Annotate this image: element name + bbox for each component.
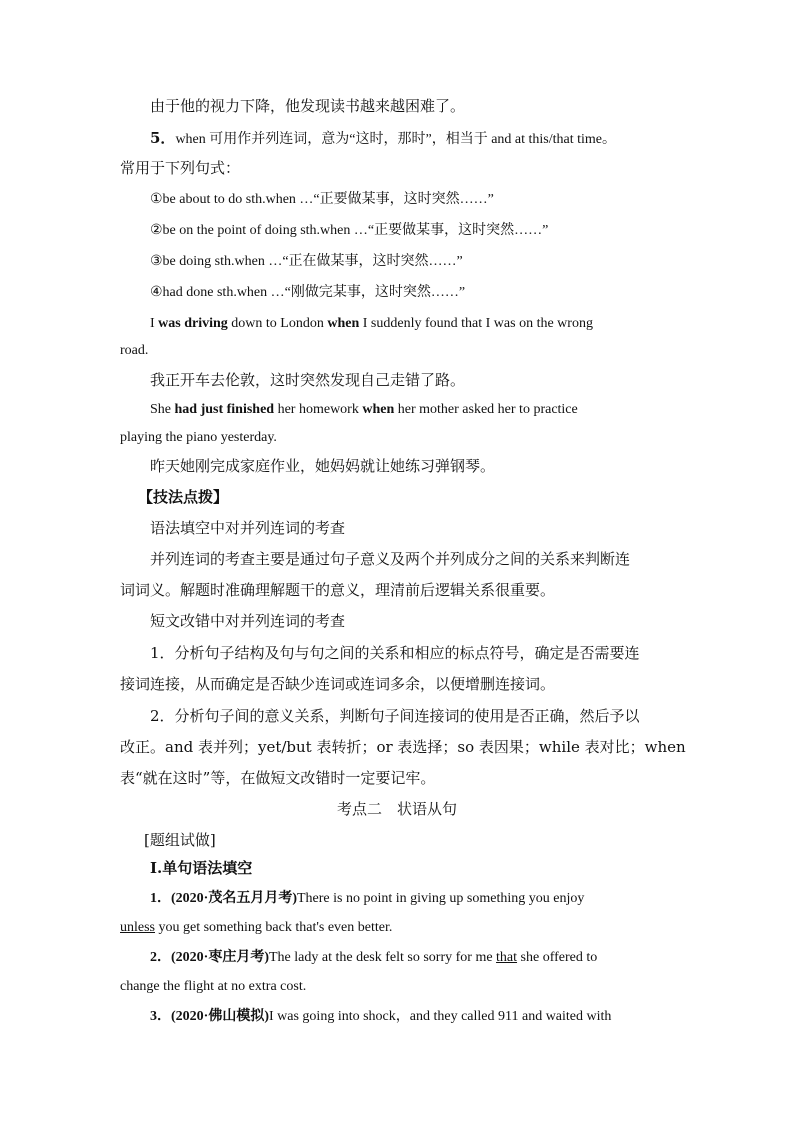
example-2-cont: playing the piano yesterday. — [120, 430, 277, 445]
tip-paragraph-1: 并列连词的考查主要是通过句子意义及两个并列成分之间的关系来判断连 — [150, 550, 631, 568]
pattern-3: ③be doing sth.when …“正在做某事，这时突然……” — [150, 254, 463, 269]
item-number: 5． — [150, 129, 176, 147]
part-1-title: Ⅰ.单句语法填空 — [150, 859, 253, 877]
section-title: 考点二 状语从句 — [336, 800, 457, 818]
tip-title: 【技法点拨】 — [138, 488, 229, 506]
example-text: She — [150, 402, 175, 417]
question-2-cont: change the flight at no extra cost. — [120, 979, 307, 994]
example-text: her mother asked her to practice — [394, 402, 578, 417]
tip-paragraph-2-cont: 接词连接，从而确定是否缺少连词或连词多余，以便增删连接词。 — [120, 675, 556, 693]
example-text: down to London — [227, 316, 328, 331]
example-text: I — [150, 316, 159, 331]
example-2 — [150, 400, 578, 420]
example-bold: was driving — [158, 316, 228, 331]
example-bold: when — [327, 316, 360, 331]
question-text: you get something back that's even better. — [155, 920, 393, 935]
pattern-4: ④had done sth.when …“刚做完某事，这时突然……” — [150, 285, 466, 300]
point-5-text: when 可用作并列连词，意为“这时，那时”，相当于 and at this/that time。 — [175, 132, 616, 147]
example-1-cont: road. — [120, 343, 149, 358]
tip-paragraph-3-end: 表“就在这时”等，在做短文改错时一定要记牢。 — [120, 769, 436, 787]
point-5 — [150, 128, 616, 150]
paragraph-line: 常用于下列句式： — [120, 159, 241, 177]
example-1-translation: 我正开车去伦敦，这时突然发现自己走错了路。 — [150, 371, 466, 389]
paragraph-line: 由于他的视力下降，他发现读书越来越困难了。 — [150, 97, 466, 115]
drill-label: [题组试做] — [144, 831, 216, 849]
question-3 — [150, 1007, 611, 1027]
question-1 — [150, 889, 584, 909]
answer-blank: that — [496, 950, 518, 965]
question-source: (2020·佛山模拟) — [171, 1009, 269, 1024]
question-number: 2． — [150, 950, 171, 965]
example-text: her homework — [274, 402, 363, 417]
question-source: (2020·枣庄月考) — [171, 950, 269, 965]
example-2-translation: 昨天她刚完成家庭作业，她妈妈就让她练习弹钢琴。 — [150, 457, 496, 475]
tip-paragraph-3: 2．分析句子间的意义关系，判断句子间连接词的使用是否正确，然后予以 — [150, 707, 640, 725]
tip-heading-1: 语法填空中对并列连词的考查 — [150, 519, 346, 537]
example-bold: when — [362, 402, 395, 417]
example-bold: had just finished — [174, 402, 275, 417]
question-number: 1． — [150, 891, 171, 906]
question-1-cont — [120, 918, 392, 938]
question-number: 3． — [150, 1009, 171, 1024]
question-text: I was going into shock，and they called 911 and waited with — [269, 1009, 612, 1024]
tip-paragraph-3-cont: 改正。and 表并列；yet/but 表转折；or 表选择；so 表因果；while 表对比；when — [120, 738, 686, 756]
question-text: There is no point in giving up something you enjoy — [297, 891, 585, 906]
question-source: (2020·茂名五月月考) — [171, 891, 297, 906]
pattern-1: ①be about to do sth.when …“正要做某事，这时突然……” — [150, 192, 494, 207]
example-1 — [150, 314, 593, 334]
question-2 — [150, 948, 597, 968]
question-text: The lady at the desk felt so sorry for me — [269, 950, 497, 965]
tip-paragraph-2: 1．分析句子结构及句与句之间的关系和相应的标点符号，确定是否需要连 — [150, 644, 640, 662]
tip-paragraph-1-cont: 词词义。解题时准确理解题干的意义，理清前后逻辑关系很重要。 — [120, 581, 556, 599]
pattern-2: ②be on the point of doing sth.when …“正要做某事，这时突然……” — [150, 223, 549, 238]
tip-heading-2: 短文改错中对并列连词的考查 — [150, 612, 346, 630]
answer-blank: unless — [120, 920, 155, 935]
question-text: she offered to — [517, 950, 598, 965]
example-text: I suddenly found that I was on the wrong — [359, 316, 593, 331]
